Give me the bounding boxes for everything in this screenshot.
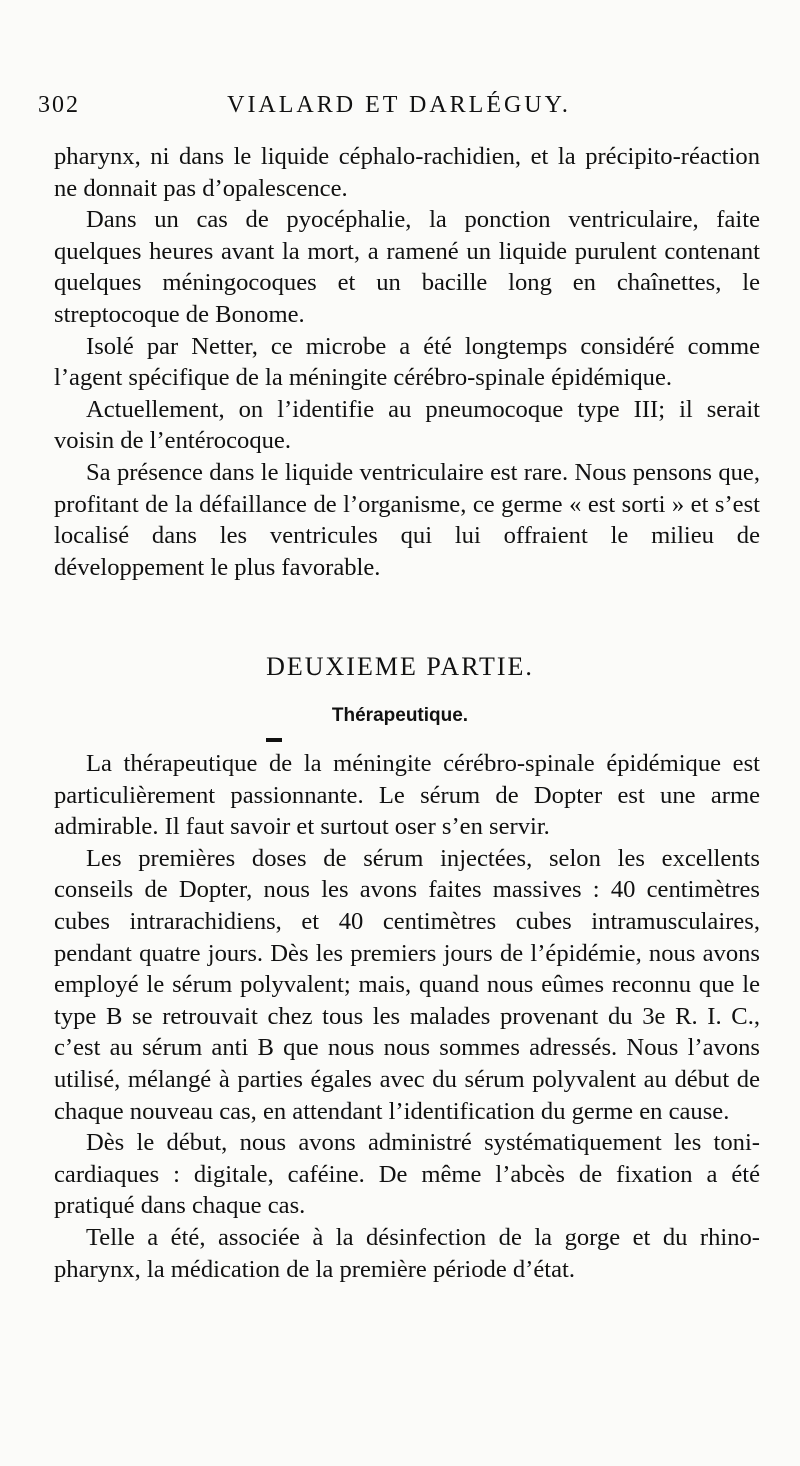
- page-number: 302: [38, 92, 80, 118]
- paragraph: Isolé par Netter, ce microbe a été longtemps considéré comme l’agent spécifique de la méningite cérébro-spinale épidémique.: [54, 332, 760, 392]
- text-block-before: [54, 141, 760, 583]
- paragraph: Les premières doses de sérum injectées, selon les excellents conseils de Dopter, nous les avons faites massives : 40 centimètres cubes intrarachidiens, et 40 centimètres cubes intramusculaires, pendant quatre jours. Dès les premiers jours de l’épidémie, nous avons employé le sérum polyvalent; mais, quand nous eûmes reconnu que le type B se retrouvait chez tous les malades provenant du 3e R. I. C., c’est au sérum anti B que nous nous sommes adressés. Nous l’avons utilisé, mélangé à parties égales avec du sérum polyvalent au début de chaque nouveau cas, en attendant l’identification du germe en cause.: [54, 844, 760, 1125]
- section-title: Thérapeutique.: [331, 705, 469, 726]
- paragraph: Dès le début, nous avons administré systématiquement les toni-cardiaques : digitale, caféine. De même l’abcès de fixation a été pratiqué dans chaque cas.: [54, 1129, 760, 1220]
- divider-mark: [266, 738, 282, 742]
- part-title: DEUXIEME PARTIE.: [266, 652, 534, 681]
- paragraph: Telle a été, associée à la désinfection de la gorge et du rhino-pharynx, la médication de la première période d’état.: [54, 1223, 760, 1283]
- paragraph: Actuellement, on l’identifie au pneumocoque type III; il serait voisin de l’entérocoque.: [54, 395, 760, 455]
- paragraph: pharynx, ni dans le liquide céphalo-rachidien, et la précipito-réaction ne donnait pas d’opalescence.: [54, 143, 760, 202]
- running-head: [38, 92, 760, 126]
- text-block-after: [54, 748, 760, 1285]
- running-title: VIALARD ET DARLÉGUY.: [227, 92, 571, 118]
- paragraph: Sa présence dans le liquide ventriculaire est rare. Nous pensons que, profitant de la défaillance de l’organisme, ce germe « est sorti » et s’est localisé dans les ventricules qui lui offraient le milieu de développement le plus favorable.: [54, 458, 760, 581]
- paragraph: La thérapeutique de la méningite cérébro-spinale épidémique est particulièrement passionnante. Le sérum de Dopter est une arme admirable. Il faut savoir et surtout oser s’en servir.: [54, 750, 760, 841]
- paragraph: Dans un cas de pyocéphalie, la ponction ventriculaire, faite quelques heures avant la mort, a ramené un liquide purulent contenant quelques méningocoques et un bacille long en chaînettes, le streptocoque de Bonome.: [54, 206, 760, 328]
